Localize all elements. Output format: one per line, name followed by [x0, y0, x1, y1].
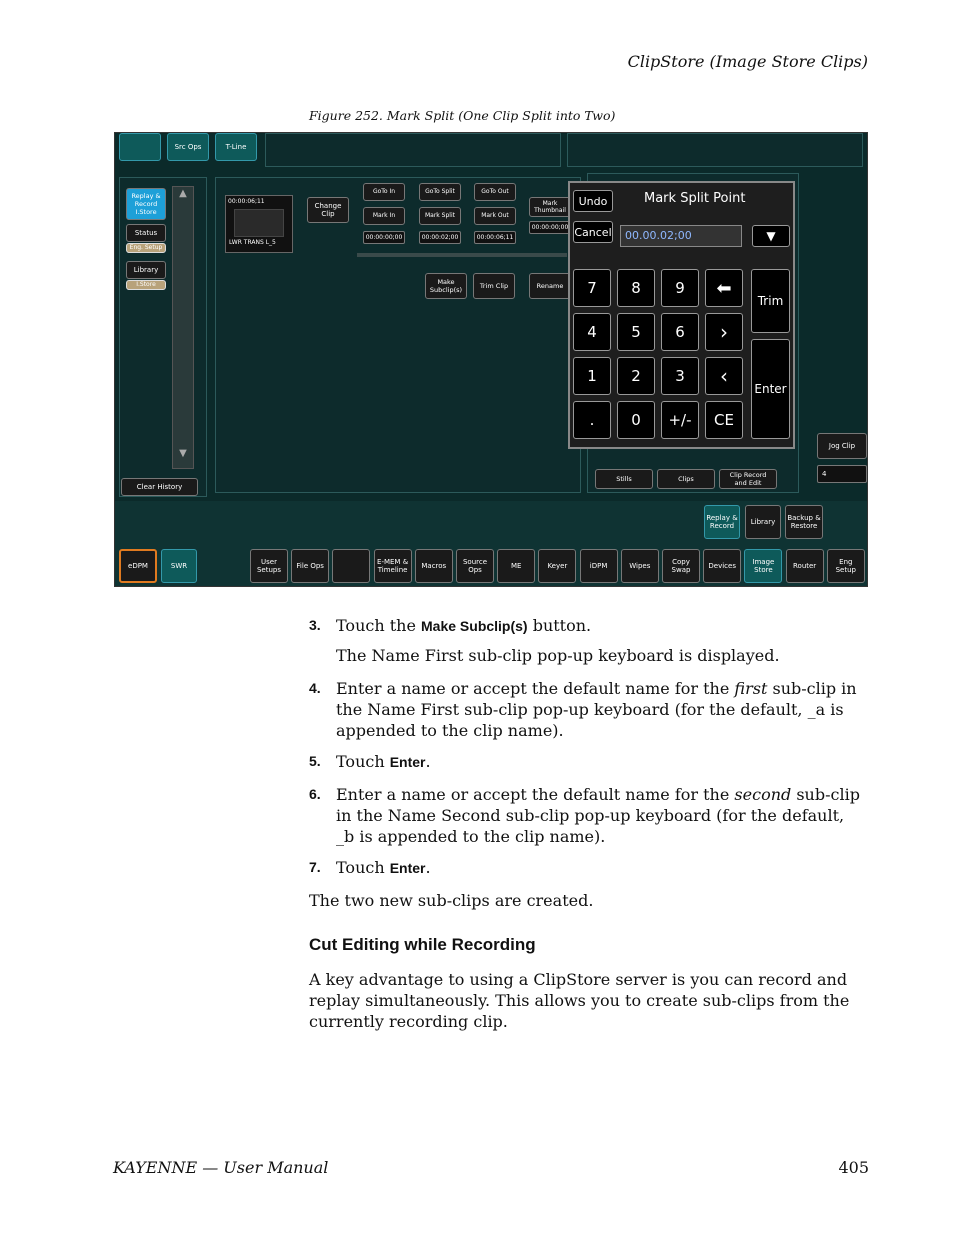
me-button[interactable]: ME — [497, 549, 535, 583]
tab-src-ops[interactable]: Src Ops — [167, 133, 209, 161]
top-panel-a — [265, 133, 561, 167]
key-1[interactable]: 1 — [573, 357, 611, 395]
mark-split-popup — [568, 181, 795, 449]
step-number: 7. — [309, 859, 321, 875]
popup-title: Mark Split Point — [644, 191, 746, 206]
key-7[interactable]: 7 — [573, 269, 611, 307]
eng-setup-button[interactable]: Eng Setup — [827, 549, 865, 583]
key-6[interactable]: 6 — [661, 313, 699, 351]
page-number: 405 — [838, 1158, 869, 1177]
clear-history-button[interactable]: Clear History — [121, 478, 198, 496]
split-point-input[interactable]: 00.00.02;00 — [620, 225, 742, 247]
step-text-tail: button. — [527, 616, 592, 635]
key-3[interactable]: 3 — [661, 357, 699, 395]
keyer-button[interactable]: Keyer — [538, 549, 576, 583]
sidebar-item-replay-record[interactable]: Replay & Record I.Store — [126, 188, 166, 220]
blank-button[interactable] — [332, 549, 370, 583]
figure-caption: Figure 252. Mark Split (One Clip Split into Two) — [309, 108, 616, 123]
jog-value: 4 — [817, 465, 867, 483]
backspace-icon[interactable]: ⬅ — [705, 269, 743, 307]
sub-library-button[interactable]: Library — [745, 505, 781, 539]
step-note: The Name First sub-clip pop-up keyboard is displayed. — [336, 646, 780, 665]
running-header: ClipStore (Image Store Clips) — [627, 52, 868, 71]
devices-button[interactable]: Devices — [703, 549, 741, 583]
step-number: 6. — [309, 786, 321, 802]
step-number: 4. — [309, 680, 321, 696]
step-text-lead: Enter a name or accept the default name for the — [336, 679, 735, 698]
step-text-tail: . — [425, 858, 431, 877]
clip-name: LWR TRANS L_5 — [229, 239, 276, 246]
wipes-button[interactable]: Wipes — [621, 549, 659, 583]
emphasis: first — [734, 679, 768, 698]
trim-clip-button[interactable]: Trim Clip — [473, 273, 515, 299]
goto-out-button[interactable]: GoTo Out — [474, 183, 516, 201]
ui-term: Enter — [389, 754, 426, 770]
step-text — [336, 857, 866, 879]
timecode-in: 00:00:00;00 — [363, 231, 405, 244]
change-clip-button[interactable]: Change Clip — [307, 197, 349, 223]
make-subclips-button[interactable]: Make Subclip(s) — [425, 273, 467, 299]
top-panel-b — [567, 133, 863, 167]
sidebar-label-eng-setup: Eng. Setup — [126, 243, 166, 253]
screenshot-figure — [114, 132, 868, 587]
mark-thumbnail-button[interactable]: Mark Thumbnail — [529, 197, 571, 217]
mark-in-button[interactable]: Mark In — [363, 207, 405, 225]
clip-thumbnail-card[interactable] — [225, 195, 293, 253]
clip-timecode: 00:00:06;11 — [228, 198, 265, 205]
emphasis: second — [734, 785, 792, 804]
chevron-right-icon[interactable]: › — [705, 313, 743, 351]
sidebar-scrollbar[interactable] — [172, 186, 194, 469]
chevron-left-icon[interactable]: ‹ — [705, 357, 743, 395]
mark-out-button[interactable]: Mark Out — [474, 207, 516, 225]
clips-button[interactable]: Clips — [657, 469, 715, 489]
idpm-button[interactable]: iDPM — [580, 549, 618, 583]
user-setups-button[interactable]: User Setups — [250, 549, 288, 583]
source-ops-button[interactable]: Source Ops — [456, 549, 494, 583]
clip-preview-image — [234, 209, 284, 237]
step-text-tail: sub-clip in the Name Second sub-clip pop-up keyboard (for the default, _b is appended to the clip name). — [336, 785, 860, 846]
goto-split-button[interactable]: GoTo Split — [419, 183, 461, 201]
footer-title: KAYENNE — User Manual — [113, 1158, 329, 1177]
step-text-lead: Touch — [336, 858, 390, 877]
macros-button[interactable]: Macros — [415, 549, 453, 583]
step-text — [336, 678, 866, 741]
clip-timeline-bar[interactable] — [357, 253, 567, 257]
key-decimal[interactable]: . — [573, 401, 611, 439]
undo-button[interactable]: Undo — [573, 190, 613, 212]
cancel-button[interactable]: Cancel — [573, 221, 613, 243]
sidebar-item-library[interactable]: Library — [126, 261, 166, 279]
sidebar-item-status[interactable]: Status — [126, 224, 166, 242]
step-number: 5. — [309, 753, 321, 769]
top-tab-blank[interactable] — [119, 133, 161, 161]
timecode-thumbnail: 00:00:00;00 — [529, 221, 571, 234]
router-button[interactable]: Router — [786, 549, 824, 583]
key-plus-minus[interactable]: +/- — [661, 401, 699, 439]
edpm-button[interactable]: eDPM — [119, 549, 157, 583]
sub-backup-restore-button[interactable]: Backup & Restore — [785, 505, 823, 539]
clip-record-edit-button[interactable]: Clip Record and Edit — [719, 469, 777, 489]
key-2[interactable]: 2 — [617, 357, 655, 395]
rename-button[interactable]: Rename — [529, 273, 571, 299]
goto-in-button[interactable]: GoTo In — [363, 183, 405, 201]
step-text — [336, 784, 866, 847]
section-heading: Cut Editing while Recording — [309, 935, 536, 954]
sub-replay-record-button[interactable]: Replay & Record — [704, 505, 740, 539]
timecode-split: 00:00:02;00 — [419, 231, 461, 244]
timecode-out: 00:00:06;11 — [474, 231, 516, 244]
step-text-lead: Touch the — [336, 616, 422, 635]
tab-t-line[interactable]: T-Line — [215, 133, 257, 161]
dropdown-arrow-icon[interactable]: ▼ — [752, 225, 790, 247]
result-text: The two new sub-clips are created. — [309, 891, 594, 910]
ui-term: Enter — [389, 860, 426, 876]
swr-button[interactable]: SWR — [161, 549, 197, 583]
step-text-tail: sub-clip in the Name First sub-clip pop-up keyboard (for the default, _a is appended to the clip name). — [336, 679, 857, 740]
step-text-tail: . — [425, 752, 431, 771]
mark-split-button[interactable]: Mark Split — [419, 207, 461, 225]
section-body: A key advantage to using a ClipStore server is you can record and replay simultaneously. This allows you to create sub-clips from the currently recording clip. — [309, 970, 850, 1031]
step-text-lead: Touch — [336, 752, 390, 771]
step-text — [336, 615, 866, 637]
step-text — [336, 751, 866, 773]
key-clear-entry[interactable]: CE — [705, 401, 743, 439]
ui-term: Make Subclip(s) — [421, 618, 528, 634]
key-0[interactable]: 0 — [617, 401, 655, 439]
scroll-up-icon[interactable]: ▲ — [179, 188, 187, 199]
scroll-down-icon[interactable]: ▼ — [179, 448, 187, 459]
step-number: 3. — [309, 617, 321, 633]
copy-swap-button[interactable]: Copy Swap — [662, 549, 700, 583]
step-text-lead: Enter a name or accept the default name for the — [336, 785, 735, 804]
key-5[interactable]: 5 — [617, 313, 655, 351]
key-4[interactable]: 4 — [573, 313, 611, 351]
enter-button[interactable]: Enter — [751, 339, 790, 439]
sidebar-label-istore: I.Store — [126, 280, 166, 290]
stills-button[interactable]: Stills — [595, 469, 653, 489]
key-8[interactable]: 8 — [617, 269, 655, 307]
image-store-button[interactable]: Image Store — [744, 549, 782, 583]
trim-button[interactable]: Trim — [751, 269, 790, 333]
key-9[interactable]: 9 — [661, 269, 699, 307]
jog-clip-button[interactable]: Jog Clip — [817, 433, 867, 459]
emem-timeline-button[interactable]: E-MEM & Timeline — [374, 549, 412, 583]
file-ops-button[interactable]: File Ops — [291, 549, 329, 583]
